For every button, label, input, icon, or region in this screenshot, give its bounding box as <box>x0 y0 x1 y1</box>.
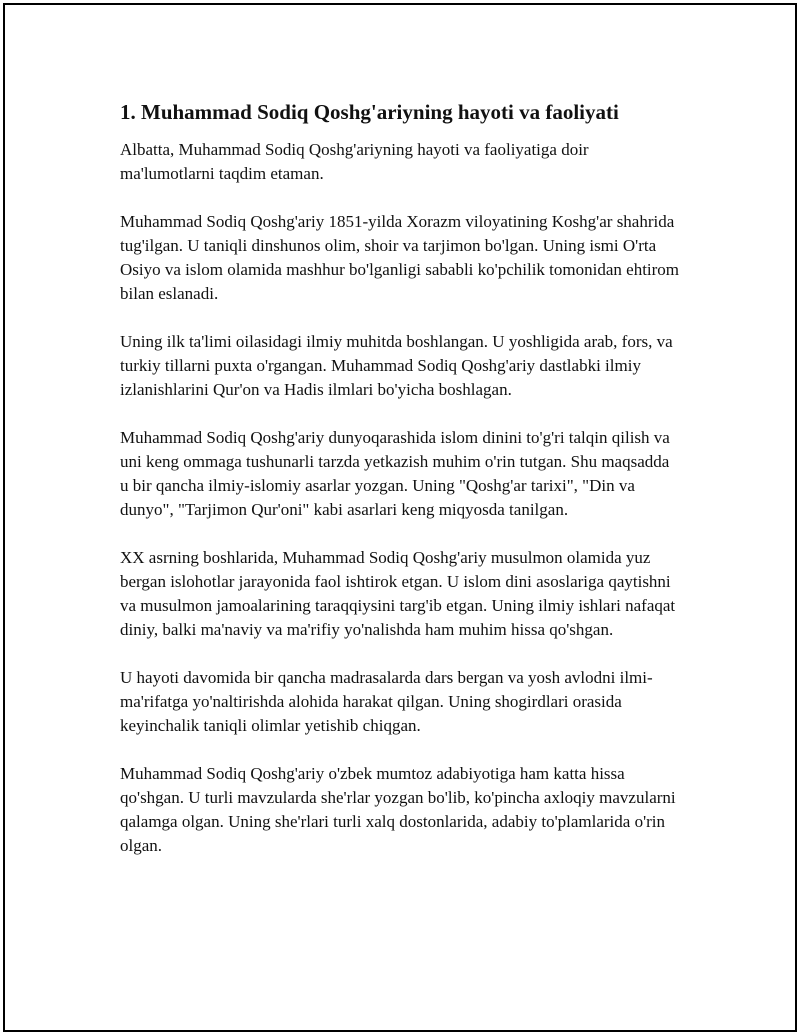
paragraph-birth: Muhammad Sodiq Qoshg'ariy 1851-yilda Xorazm viloyatining Koshg'ar shahrida tug'ilgan. U taniqli dinshunos olim, shoir va tarjimon bo'lgan. Uning ismi O'rta Osiyo va islom olamida mashhur bo'lganligi sababli ko'pchilik tomonidan ehtirom bilan eslanadi. <box>120 212 680 303</box>
paragraph-reforms: XX asrning boshlarida, Muhammad Sodiq Qoshg'ariy musulmon olamida yuz bergan islohotlar jarayonida faol ishtirok etgan. U islom dini asoslariga qaytishni va musulmon jamoalarining taraqqiysini targ'ib etgan. Uning ilmiy ishlari nafaqat diniy, balki ma'naviy va ma'rifiy yo'nalishda ham muhim hissa qo'shgan. <box>120 548 676 639</box>
paragraph-worldview: Muhammad Sodiq Qoshg'ariy dunyoqarashida islom dinini to'g'ri talqin qilish va uni keng ommaga tushunarli tarzda yetkazish muhim o'rin tutgan. Shu maqsadda u bir qancha ilmiy-islomiy asarlar yozgan. Uning "Qoshg'ar tarixi", "Din va dunyo", "Tarjimon Qur'oni" kabi asarlari keng miqyosda tanilgan. <box>120 428 670 519</box>
document-body <box>120 98 680 882</box>
paragraph-education: Uning ilk ta'limi oilasidagi ilmiy muhitda boshlangan. U yoshligida arab, fors, va turkiy tillarni puxta o'rgangan. Muhammad Sodiq Qoshg'ariy dastlabki ilmiy izlanishlarini Qur'on va Hadis ilmlari bo'yicha boshlagan. <box>120 332 673 399</box>
paragraph-teaching: U hayoti davomida bir qancha madrasalarda dars bergan va yosh avlodni ilmi-ma'rifatga yo'naltirishda alohida harakat qilgan. Uning shogirdlari orasida keyinchalik taniqli olimlar yetishib chiqgan. <box>120 668 653 735</box>
paragraph-literature: Muhammad Sodiq Qoshg'ariy o'zbek mumtoz adabiyotiga ham katta hissa qo'shgan. U turli mavzularda she'rlar yozgan bo'lib, ko'pincha axloqiy mavzularni qalamga olgan. Uning she'rlari turli xalq dostonlarida, adabiy to'plamlarida o'rin olgan. <box>120 764 676 855</box>
document-page <box>3 3 797 1032</box>
paragraph-intro: Albatta, Muhammad Sodiq Qoshg'ariyning hayoti va faoliyatiga doir ma'lumotlarni taqdim etaman. <box>120 140 589 183</box>
section-heading: 1. Muhammad Sodiq Qoshg'ariyning hayoti va faoliyati <box>120 100 619 124</box>
